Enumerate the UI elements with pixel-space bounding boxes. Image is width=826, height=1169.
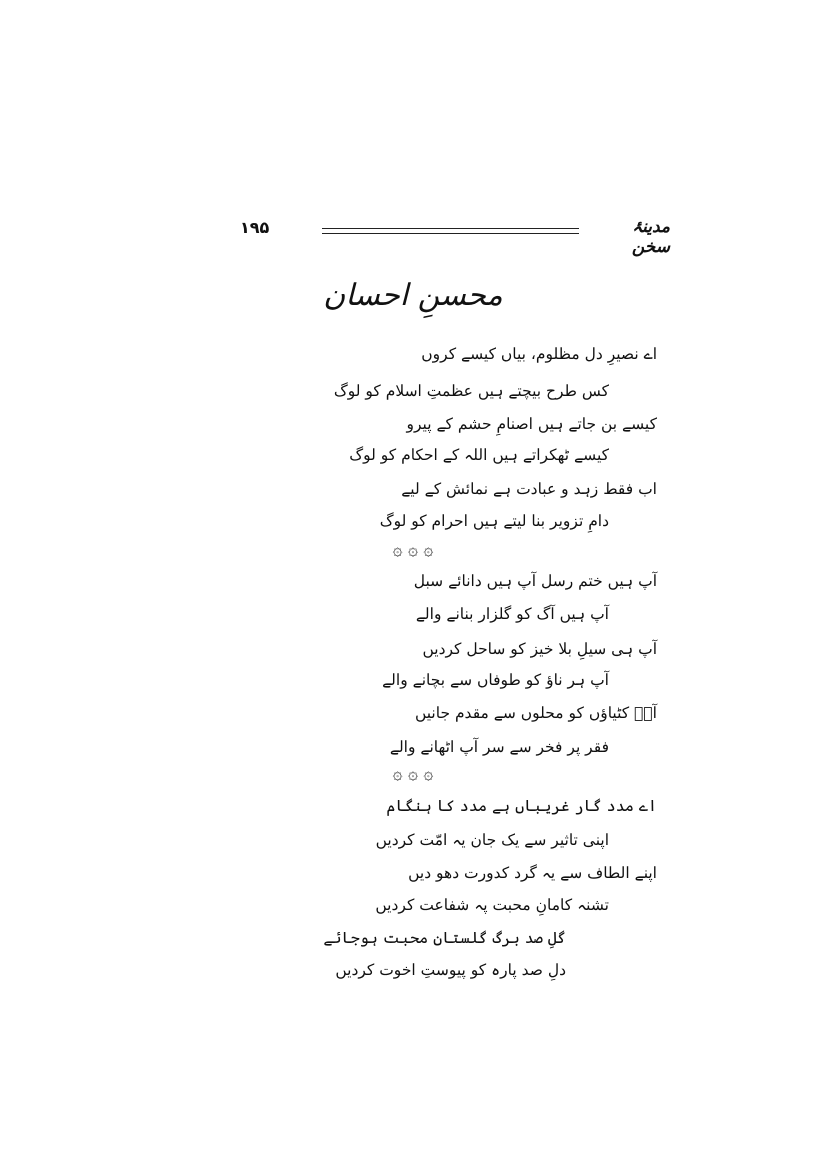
verse-line: گلِ صد برگ گلستانِ محبت ہوجائے xyxy=(323,929,566,947)
verse-line: تشنہ کامانِ محبت پہ شفاعت کردیں xyxy=(375,896,609,914)
verse-line: آپ ہیں ختم رسل آپ ہیں دانائے سبل xyxy=(413,572,657,590)
poem-title: محسنِ احسان xyxy=(323,278,503,313)
verse-line: اے نصیرِ دل مظلوم، بیاں کیسے کروں xyxy=(421,345,657,363)
verse-line: دامِ تزویر بنا لیتے ہیں احرام کو لوگ xyxy=(379,512,609,530)
verse-line: آپؐ کٹیاؤں کو محلوں سے مقدم جانیں xyxy=(414,704,657,722)
page-header xyxy=(0,214,826,257)
verse-line: آپ ہیں آگ کو گلزار بنانے والے xyxy=(415,605,609,623)
running-head: مدینۂ سخن xyxy=(631,217,670,257)
verse-line: آپ ہر ناؤ کو طوفاں سے بچانے والے xyxy=(382,671,609,689)
verse-line: کیسے ٹھکراتے ہیں اللہ کے احکام کو لوگ xyxy=(349,446,609,464)
verse-line: اے مدد گار غریباں ہے مدد کا ہنگام xyxy=(386,797,657,815)
header-rule-top xyxy=(322,228,579,229)
verse-line: اب فقط زہد و عبادت ہے نمائش کے لیے xyxy=(401,480,657,498)
stanza-ornament: ۞ ۞ ۞ xyxy=(392,764,434,784)
header-rule-bottom xyxy=(322,233,579,234)
page-number: ۱۹۵ xyxy=(240,218,270,237)
verse-line: فقر پر فخر سے سر آپ اٹھانے والے xyxy=(389,738,609,756)
verse-line: آپ ہی سیلِ بلا خیز کو ساحل کردیں xyxy=(422,640,657,658)
verse-line: اپنی تاثیر سے یک جان یہ امّت کردیں xyxy=(375,831,609,849)
verse-line: کس طرح بیچتے ہیں عظمتِ اسلام کو لوگ xyxy=(333,382,609,400)
stanza-ornament: ۞ ۞ ۞ xyxy=(392,540,434,560)
verse-line: دلِ صد پارہ کو پیوستِ اخوت کردیں xyxy=(335,961,566,979)
verse-line: کیسے بن جاتے ہیں اصنامِ حشم کے پیرو xyxy=(406,415,657,433)
verse-line: اپنے الطاف سے یہ گرد کدورت دھو دیں xyxy=(408,864,657,882)
